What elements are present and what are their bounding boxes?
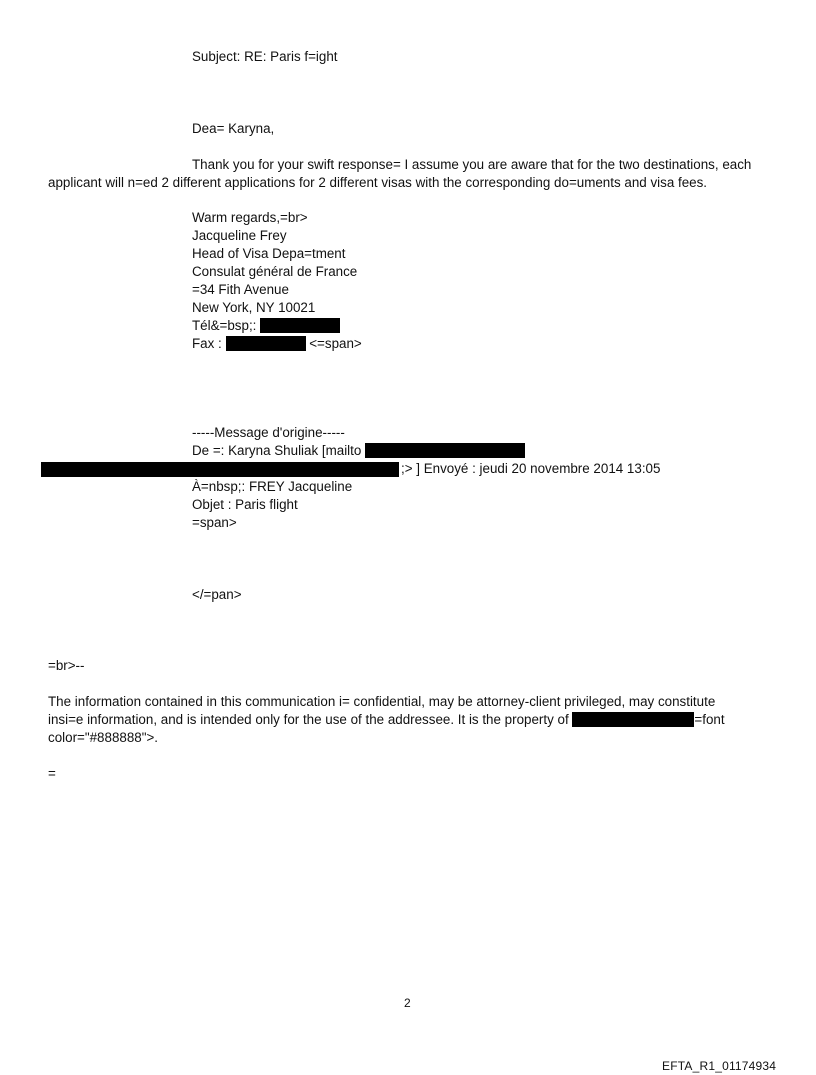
signature-city: New York, NY 10021: [192, 300, 316, 315]
redaction-box: [226, 336, 306, 351]
tel-label: Tél&=bsp;:: [192, 318, 257, 333]
fax-tail: <=span>: [309, 336, 362, 351]
body-line-1: Thank you for your swift response= I assume you are aware that for the two destinations, each: [192, 157, 752, 172]
disclaimer-line-3: color="#888888">.: [48, 730, 159, 745]
disclaimer-line-1: The information contained in this communication i= confidential, may be attorney-client privileged, may constitute: [48, 694, 716, 709]
original-span: =span>: [192, 515, 237, 530]
redaction-box: [365, 443, 525, 458]
body-line-2: applicant will n=ed 2 different applications for 2 different visas with the corresponding do=uments and visa fees.: [48, 175, 708, 190]
trailing-equals: =: [48, 766, 56, 781]
original-from: [192, 442, 525, 460]
page-number: 2: [404, 996, 411, 1010]
redaction-box: [41, 462, 399, 477]
signature-regards: Warm regards,=br>: [192, 210, 308, 225]
original-object: Objet : Paris flight: [192, 497, 298, 512]
disclaimer-line-2-text: insi=e information, and is intended only for the use of the addressee. It is the property of: [48, 712, 569, 727]
signature-name: Jacqueline Frey: [192, 228, 287, 243]
br-separator: =br>--: [48, 658, 85, 673]
signature-fax: [192, 335, 362, 353]
signature-title: Head of Visa Depa=tment: [192, 246, 346, 261]
signature-org: Consulat général de France: [192, 264, 358, 279]
signature-street: =34 Fith Avenue: [192, 282, 289, 297]
fax-label: Fax :: [192, 336, 222, 351]
redaction-box: [260, 318, 340, 333]
redaction-box: [572, 712, 694, 727]
document-id: EFTA_R1_01174934: [662, 1059, 777, 1073]
original-close-span: </=pan>: [192, 587, 242, 602]
disclaimer-line-2-tail: =font: [694, 712, 725, 727]
original-header: -----Message d'origine-----: [192, 425, 345, 440]
subject-line: Subject: RE: Paris f=ight: [192, 49, 338, 64]
greeting: Dea= Karyna,: [192, 121, 275, 136]
signature-tel: [192, 317, 340, 335]
from-label: De =: Karyna Shuliak [mailto: [192, 443, 362, 458]
original-sent: ;> ] Envoyé : jeudi 20 novembre 2014 13:05: [401, 461, 661, 476]
original-to: À=nbsp;: FREY Jacqueline: [192, 479, 353, 494]
disclaimer-line-2: [48, 711, 725, 729]
